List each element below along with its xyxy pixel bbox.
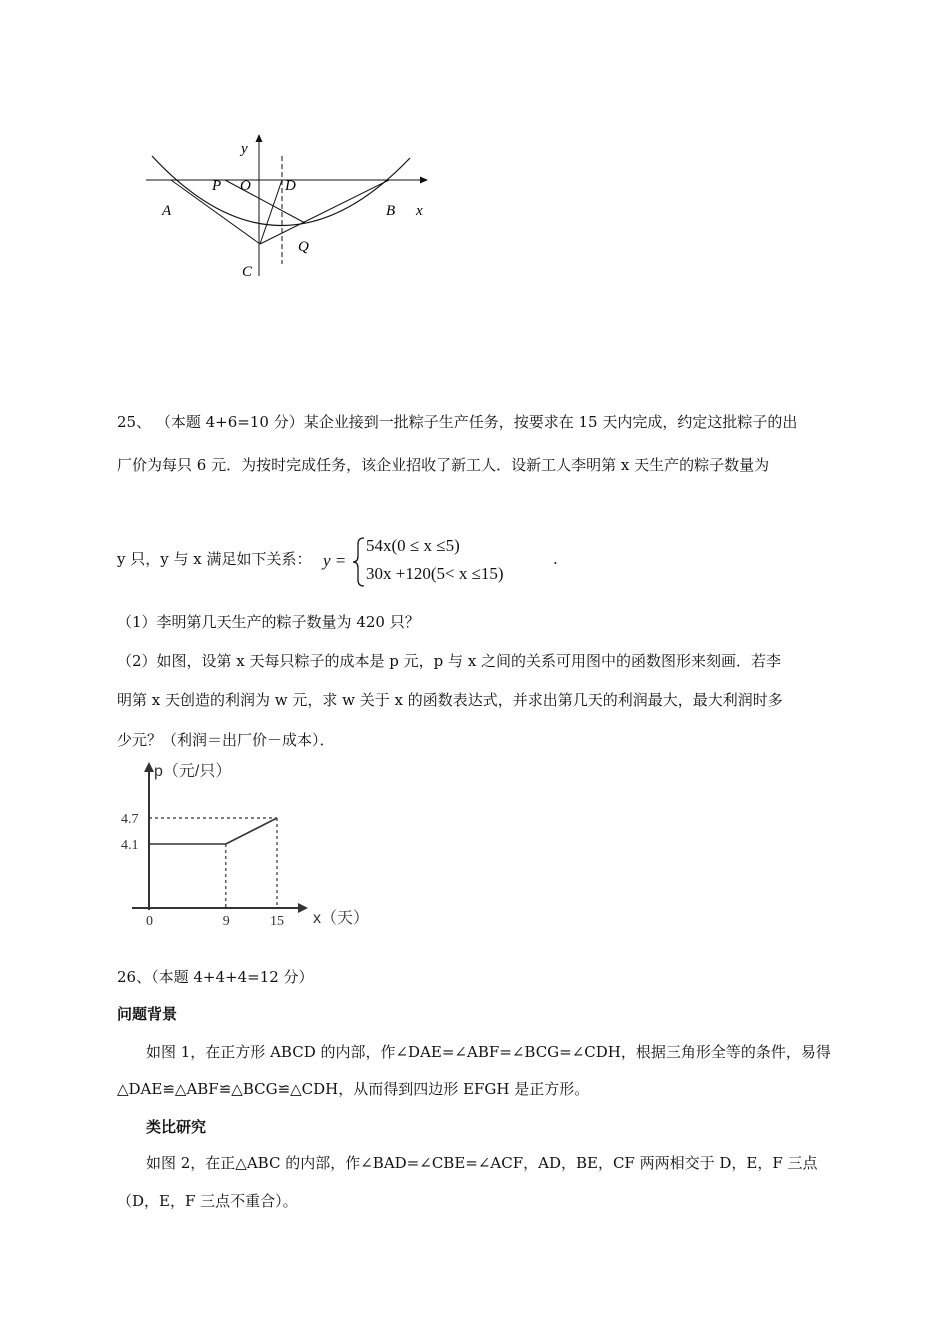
label-C: C [242, 264, 253, 280]
segment-CB [260, 180, 389, 244]
label-P: P [212, 178, 222, 194]
x-axis-arrow [420, 177, 428, 184]
series-segment-1 [226, 818, 277, 844]
q25-sub2-line1: （2）如图，设第 x 天每只粽子的成本是 p 元，p 与 x 之间的关系可用图中的函数图形来刻画．若李 [117, 652, 782, 670]
cost-chart [110, 758, 390, 934]
q25-line2: 厂价为每只 6 元．为按时完成任务，该企业招收了新工人．设新工人李明第 x 天生产的粽子数量为 [117, 456, 770, 474]
section-title-background: 问题背景 [117, 1005, 178, 1023]
equation-case2: 30x +120(5< x ≤15) [366, 564, 504, 583]
q25-line3-prefix: y 只，y 与 x 满足如下关系： [117, 550, 312, 568]
q26-header: 26、（本题 4+4+4=12 分） [117, 968, 314, 986]
chart-y-axis-arrow [144, 762, 154, 772]
y-tick-label-4.7: 4.7 [121, 812, 139, 827]
label-y: y [241, 141, 248, 157]
q25-line1: 25、 （本题 4+6=10 分）某企业接到一批粽子生产任务，按要求在 15 天内完成，约定这批粽子的出 [117, 413, 798, 431]
q26-para1-line1: 如图 1，在正方形 ABCD 的内部，作∠DAE=∠ABF=∠BCG=∠CDH，根据三角形全等的条件，易得 [146, 1043, 831, 1061]
label-A: A [162, 203, 172, 219]
q25-sub2-line2: 明第 x 天创造的利润为 w 元，求 w 关于 x 的函数表达式，并求出第几天的利润最大，最大利润时多 [117, 691, 783, 709]
y-axis-arrow [256, 134, 263, 142]
x-tick-label-15: 15 [270, 914, 284, 929]
q26-para2-line1: 如图 2，在正△ABC 的内部，作∠BAD=∠CBE=∠ACF，AD，BE，CF 两两相交于 D，E，F 三点 [146, 1154, 818, 1172]
y-tick-label-4.1: 4.1 [121, 838, 139, 853]
label-Q: Q [298, 239, 309, 255]
q25-sub2-line3: 少元？（利润＝出厂价－成本）． [117, 731, 335, 749]
q25-sub1: （1）李明第几天生产的粽子数量为 420 只？ [117, 613, 420, 631]
label-O: O [240, 178, 251, 194]
label-x: x [416, 203, 423, 219]
equation-end: . [553, 550, 558, 568]
equation-brace [352, 536, 366, 588]
parabola-curve [152, 156, 410, 226]
equation-lhs: y = [323, 551, 347, 570]
q26-para2-line2: （D，E，F 三点不重合）。 [117, 1192, 298, 1210]
x-tick-label-0: 0 [146, 914, 153, 929]
x-tick-label-9: 9 [222, 914, 230, 929]
q26-para1-line2: △DAE≌△ABF≌△BCG≌△CDH，从而得到四边形 EFGH 是正方形。 [117, 1080, 590, 1098]
chart-xlabel: x（天） [313, 910, 370, 927]
parabola-figure [140, 130, 440, 290]
label-B: B [386, 203, 396, 219]
chart-x-axis-arrow [298, 903, 308, 913]
section-title-analogy: 类比研究 [146, 1118, 207, 1136]
label-D: D [285, 178, 296, 194]
equation-case1: 54x(0 ≤ x ≤5) [366, 536, 460, 555]
chart-ylabel: p（元/只） [154, 763, 232, 780]
